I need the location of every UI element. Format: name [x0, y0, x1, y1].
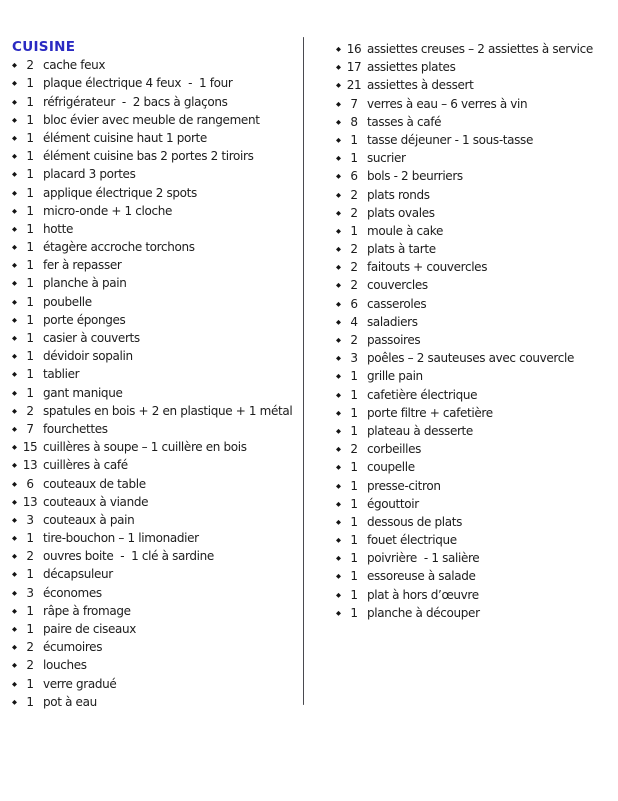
item-quantity: 1	[26, 622, 34, 636]
item-quantity: 13	[22, 458, 38, 473]
item-label: couteaux à viande	[43, 494, 149, 509]
item-quantity: 3	[26, 512, 34, 527]
item-quantity: 1	[26, 331, 34, 345]
item-quantity: 1	[26, 603, 34, 618]
list-item	[336, 204, 616, 222]
list-item	[336, 276, 616, 294]
item-quantity: 1	[350, 496, 358, 511]
list-item	[336, 349, 616, 367]
list-item	[12, 438, 302, 456]
bullet-icon: ◆	[336, 208, 341, 217]
item-label: tasses à café	[367, 114, 442, 129]
bullet-icon: ◆	[12, 443, 17, 452]
item-label: essoreuse à salade	[367, 569, 476, 584]
item-label: porte éponges	[43, 312, 126, 327]
bullet-icon: ◆	[12, 679, 17, 688]
list-item	[336, 604, 616, 622]
list-item	[12, 238, 302, 256]
bullet-icon: ◆	[336, 390, 341, 399]
item-label: applique électrique 2 spots	[43, 185, 197, 200]
list-item	[336, 586, 616, 604]
bullet-icon: ◆	[12, 352, 17, 361]
bullet-icon: ◆	[12, 643, 17, 652]
item-quantity: 7	[350, 96, 358, 111]
bullet-icon: ◆	[336, 408, 341, 417]
item-quantity: 1	[350, 478, 358, 493]
bullet-icon: ◆	[336, 445, 341, 454]
bullet-icon: ◆	[336, 263, 341, 272]
list-item	[336, 313, 616, 331]
list-item	[12, 529, 302, 547]
list-item	[12, 493, 302, 511]
list-item	[12, 456, 302, 474]
item-label: tire-bouchon – 1 limonadier	[43, 531, 199, 546]
item-label: plats ronds	[367, 187, 430, 202]
item-label: plats à tarte	[367, 242, 436, 257]
item-quantity: 1	[26, 531, 34, 546]
item-quantity: 6	[26, 476, 34, 491]
item-label: verres à eau – 6 verres à vin	[367, 96, 528, 111]
bullet-icon: ◆	[336, 226, 341, 235]
item-label: élément cuisine bas 2 portes 2 tiroirs	[43, 149, 254, 164]
bullet-icon: ◆	[336, 536, 341, 545]
item-quantity: 2	[350, 278, 358, 293]
bullet-icon: ◆	[12, 334, 17, 342]
bullet-icon: ◆	[336, 517, 341, 526]
list-item	[12, 111, 302, 129]
list-item	[12, 365, 302, 383]
item-quantity: 1	[26, 349, 34, 364]
bullet-icon: ◆	[12, 152, 17, 161]
item-label: économes	[43, 585, 102, 600]
list-item	[12, 547, 302, 565]
item-quantity: 1	[350, 223, 358, 238]
list-item	[336, 113, 616, 131]
item-quantity: 13	[22, 494, 38, 509]
item-quantity: 1	[26, 258, 34, 273]
item-label: réfrigérateur - 2 bacs à glaçons	[43, 94, 228, 109]
item-label: dessous de plats	[367, 514, 462, 529]
list-item	[336, 404, 616, 422]
list-item	[12, 565, 302, 583]
item-quantity: 1	[26, 130, 34, 145]
bullet-icon: ◆	[12, 133, 17, 142]
item-quantity: 1	[26, 221, 34, 236]
bullet-icon: ◆	[336, 81, 341, 90]
item-label: étagère accroche torchons	[43, 240, 195, 255]
item-label: tablier	[43, 367, 80, 382]
list-item	[336, 513, 616, 531]
list-item	[336, 295, 616, 313]
list-item	[336, 240, 616, 258]
item-quantity: 1	[26, 567, 34, 582]
item-quantity: 1	[350, 423, 358, 438]
list-item	[12, 602, 302, 620]
item-quantity: 1	[350, 151, 358, 166]
bullet-icon: ◆	[336, 154, 341, 163]
item-label: couteaux de table	[43, 476, 146, 491]
item-quantity: 4	[350, 314, 358, 329]
item-label: casier à couverts	[43, 331, 140, 345]
bullet-icon: ◆	[12, 697, 17, 706]
list-item	[336, 440, 616, 458]
item-quantity: 2	[26, 58, 34, 73]
item-label: râpe à fromage	[43, 603, 131, 618]
item-label: corbeilles	[367, 442, 422, 457]
item-quantity: 1	[350, 369, 358, 384]
list-item	[12, 675, 302, 693]
bullet-icon: ◆	[336, 99, 341, 108]
item-quantity: 21	[346, 78, 362, 93]
item-quantity: 1	[26, 240, 34, 255]
bullet-icon: ◆	[12, 61, 17, 70]
list-item	[12, 147, 302, 165]
item-label: dévidoir sopalin	[43, 349, 133, 364]
item-label: placard 3 portes	[43, 167, 136, 182]
list-item	[12, 511, 302, 529]
item-quantity: 2	[350, 260, 358, 275]
item-label: bloc évier avec meuble de rangement	[43, 112, 260, 127]
bullet-icon: ◆	[12, 406, 17, 415]
bullet-icon: ◆	[12, 497, 17, 506]
item-label: pot à eau	[43, 694, 97, 709]
item-label: coupelle	[367, 460, 415, 475]
bullet-icon: ◆	[12, 534, 17, 543]
bullet-icon: ◆	[12, 661, 17, 670]
list-item	[12, 620, 302, 638]
page-title: CUISINE	[12, 39, 76, 55]
item-label: fourchettes	[43, 421, 108, 436]
list-item	[336, 149, 616, 167]
bullet-icon: ◆	[336, 117, 341, 126]
list-item	[336, 386, 616, 404]
list-item	[12, 74, 302, 92]
item-quantity: 1	[350, 132, 358, 147]
list-item	[336, 58, 616, 76]
bullet-icon: ◆	[336, 317, 341, 326]
list-item	[12, 402, 302, 420]
bullet-icon: ◆	[336, 190, 341, 199]
item-label: planche à découper	[367, 605, 480, 620]
list-item	[336, 422, 616, 440]
bullet-icon: ◆	[12, 424, 17, 433]
item-quantity: 1	[350, 405, 358, 420]
list-item	[336, 258, 616, 276]
bullet-icon: ◆	[336, 499, 341, 508]
bullet-icon: ◆	[12, 243, 17, 252]
list-item	[12, 184, 302, 202]
bullet-icon: ◆	[12, 79, 17, 88]
list-item	[12, 384, 302, 402]
item-label: cuillères à café	[43, 458, 128, 473]
list-item	[12, 311, 302, 329]
list-item	[12, 220, 302, 238]
bullet-icon: ◆	[336, 45, 341, 53]
item-label: passoires	[367, 333, 421, 347]
bullet-icon: ◆	[12, 279, 17, 288]
bullet-icon: ◆	[336, 63, 341, 72]
item-quantity: 3	[350, 351, 358, 366]
item-quantity: 1	[26, 694, 34, 709]
item-label: élément cuisine haut 1 porte	[43, 130, 207, 145]
item-quantity: 17	[346, 60, 362, 75]
item-label: hotte	[43, 221, 73, 236]
bullet-icon: ◆	[336, 608, 341, 617]
item-quantity: 2	[350, 442, 358, 457]
list-item	[12, 202, 302, 220]
right-column	[336, 40, 616, 622]
item-quantity: 2	[26, 640, 34, 655]
item-label: assiettes creuses – 2 assiettes à service	[367, 42, 593, 56]
item-label: casseroles	[367, 296, 427, 311]
list-item	[336, 40, 616, 58]
item-quantity: 2	[350, 242, 358, 257]
item-quantity: 2	[350, 187, 358, 202]
bullet-icon: ◆	[12, 115, 17, 124]
item-quantity: 3	[26, 585, 34, 600]
list-item	[12, 638, 302, 656]
list-item	[336, 331, 616, 349]
bullet-icon: ◆	[336, 426, 341, 435]
item-quantity: 1	[26, 112, 34, 127]
bullet-icon: ◆	[12, 97, 17, 106]
item-label: saladiers	[367, 314, 418, 329]
bullet-icon: ◆	[336, 354, 341, 363]
item-quantity: 2	[26, 549, 34, 564]
bullet-icon: ◆	[12, 570, 17, 579]
bullet-icon: ◆	[336, 135, 341, 144]
item-quantity: 1	[350, 569, 358, 584]
item-label: écumoires	[43, 640, 103, 655]
bullet-icon: ◆	[12, 606, 17, 615]
item-quantity: 1	[350, 605, 358, 620]
item-label: poivrière - 1 salière	[367, 551, 480, 566]
bullet-icon: ◆	[12, 170, 17, 179]
item-label: micro-onde + 1 cloche	[43, 203, 172, 218]
item-label: fouet électrique	[367, 533, 457, 548]
item-label: paire de ciseaux	[43, 622, 137, 636]
item-quantity: 1	[26, 203, 34, 218]
list-item	[12, 93, 302, 111]
item-quantity: 1	[350, 551, 358, 566]
bullet-icon: ◆	[336, 336, 341, 344]
item-label: gant manique	[43, 385, 123, 400]
list-item	[12, 129, 302, 147]
bullet-icon: ◆	[12, 515, 17, 524]
list-item	[12, 420, 302, 438]
item-quantity: 1	[350, 533, 358, 548]
list-item	[336, 477, 616, 495]
bullet-icon: ◆	[12, 261, 17, 270]
item-quantity: 2	[26, 658, 34, 673]
item-label: grille pain	[367, 369, 423, 384]
bullet-icon: ◆	[336, 299, 341, 308]
bullet-icon: ◆	[12, 224, 17, 233]
item-label: décapsuleur	[43, 567, 113, 582]
bullet-icon: ◆	[336, 281, 341, 290]
item-quantity: 1	[350, 587, 358, 602]
list-item	[12, 656, 302, 674]
bullet-icon: ◆	[12, 315, 17, 324]
bullet-icon: ◆	[336, 590, 341, 599]
item-label: couvercles	[367, 278, 428, 293]
bullet-icon: ◆	[12, 370, 17, 379]
item-label: moule à cake	[367, 223, 443, 238]
item-label: cache feux	[43, 58, 106, 73]
item-quantity: 1	[26, 367, 34, 382]
item-label: sucrier	[367, 151, 406, 166]
item-quantity: 1	[26, 294, 34, 309]
bullet-icon: ◆	[336, 572, 341, 581]
list-item	[12, 475, 302, 493]
item-quantity: 1	[350, 460, 358, 475]
bullet-icon: ◆	[336, 172, 341, 181]
item-label: louches	[43, 658, 87, 673]
list-item	[12, 329, 302, 347]
item-label: plats ovales	[367, 205, 435, 220]
bullet-icon: ◆	[12, 388, 17, 397]
item-quantity: 8	[350, 114, 358, 129]
item-label: plaque électrique 4 feux - 1 four	[43, 76, 233, 91]
list-item	[336, 531, 616, 549]
bullet-icon: ◆	[336, 481, 341, 490]
item-quantity: 1	[26, 185, 34, 200]
item-quantity: 1	[26, 312, 34, 327]
list-item	[12, 256, 302, 274]
column-divider	[303, 37, 304, 705]
right-item-list	[336, 40, 616, 622]
list-item	[336, 95, 616, 113]
item-quantity: 6	[350, 169, 358, 184]
item-quantity: 2	[350, 205, 358, 220]
list-item	[12, 293, 302, 311]
left-column	[12, 38, 302, 711]
bullet-icon: ◆	[336, 372, 341, 381]
item-label: assiettes plates	[367, 60, 456, 75]
list-item	[336, 567, 616, 585]
item-quantity: 1	[26, 276, 34, 291]
item-label: verre gradué	[43, 676, 117, 691]
item-quantity: 16	[346, 42, 362, 56]
item-label: presse-citron	[367, 478, 441, 493]
list-item	[12, 693, 302, 711]
item-quantity: 1	[26, 149, 34, 164]
bullet-icon: ◆	[12, 552, 17, 561]
item-quantity: 1	[350, 514, 358, 529]
item-quantity: 1	[26, 676, 34, 691]
item-quantity: 15	[22, 440, 38, 455]
item-quantity: 2	[350, 333, 358, 347]
item-quantity: 1	[26, 76, 34, 91]
item-label: tasse déjeuner - 1 sous-tasse	[367, 132, 533, 147]
list-item	[336, 549, 616, 567]
list-item	[12, 165, 302, 183]
item-label: plat à hors d’œuvre	[367, 587, 479, 602]
item-label: égouttoir	[367, 496, 419, 511]
item-label: bols - 2 beurriers	[367, 169, 463, 184]
item-label: poêles – 2 sauteuses avec couvercle	[367, 351, 575, 366]
bullet-icon: ◆	[12, 625, 17, 633]
list-item	[12, 584, 302, 602]
bullet-icon: ◆	[12, 479, 17, 488]
bullet-icon: ◆	[336, 463, 341, 472]
item-label: poubelle	[43, 294, 92, 309]
list-item	[336, 186, 616, 204]
item-label: assiettes à dessert	[367, 78, 474, 93]
item-label: cuillères à soupe – 1 cuillère en bois	[43, 440, 247, 455]
item-label: faitouts + couvercles	[367, 260, 488, 275]
list-item	[336, 131, 616, 149]
item-quantity: 1	[350, 387, 358, 402]
list-item	[12, 56, 302, 74]
item-label: plateau à desserte	[367, 423, 473, 438]
list-item	[336, 495, 616, 513]
bullet-icon: ◆	[12, 188, 17, 197]
list-item	[336, 367, 616, 385]
item-quantity: 1	[26, 385, 34, 400]
list-item	[336, 222, 616, 240]
bullet-icon: ◆	[12, 206, 17, 215]
item-quantity: 6	[350, 296, 358, 311]
item-label: cafetière électrique	[367, 387, 478, 402]
item-quantity: 1	[26, 167, 34, 182]
bullet-icon: ◆	[12, 461, 17, 470]
left-item-list	[12, 56, 302, 711]
item-label: planche à pain	[43, 276, 127, 291]
bullet-icon: ◆	[336, 245, 341, 254]
item-label: fer à repasser	[43, 258, 122, 273]
item-quantity: 2	[26, 403, 34, 418]
item-label: porte filtre + cafetière	[367, 405, 493, 420]
list-item	[336, 167, 616, 185]
list-item	[336, 76, 616, 94]
item-label: spatules en bois + 2 en plastique + 1 métal	[43, 403, 293, 418]
list-item	[336, 458, 616, 476]
item-label: ouvres boite - 1 clé à sardine	[43, 549, 214, 564]
item-quantity: 1	[26, 94, 34, 109]
bullet-icon: ◆	[12, 588, 17, 597]
item-label: couteaux à pain	[43, 512, 135, 527]
bullet-icon: ◆	[12, 297, 17, 306]
item-quantity: 7	[26, 421, 34, 436]
bullet-icon: ◆	[336, 554, 341, 563]
list-item	[12, 274, 302, 292]
list-item	[12, 347, 302, 365]
